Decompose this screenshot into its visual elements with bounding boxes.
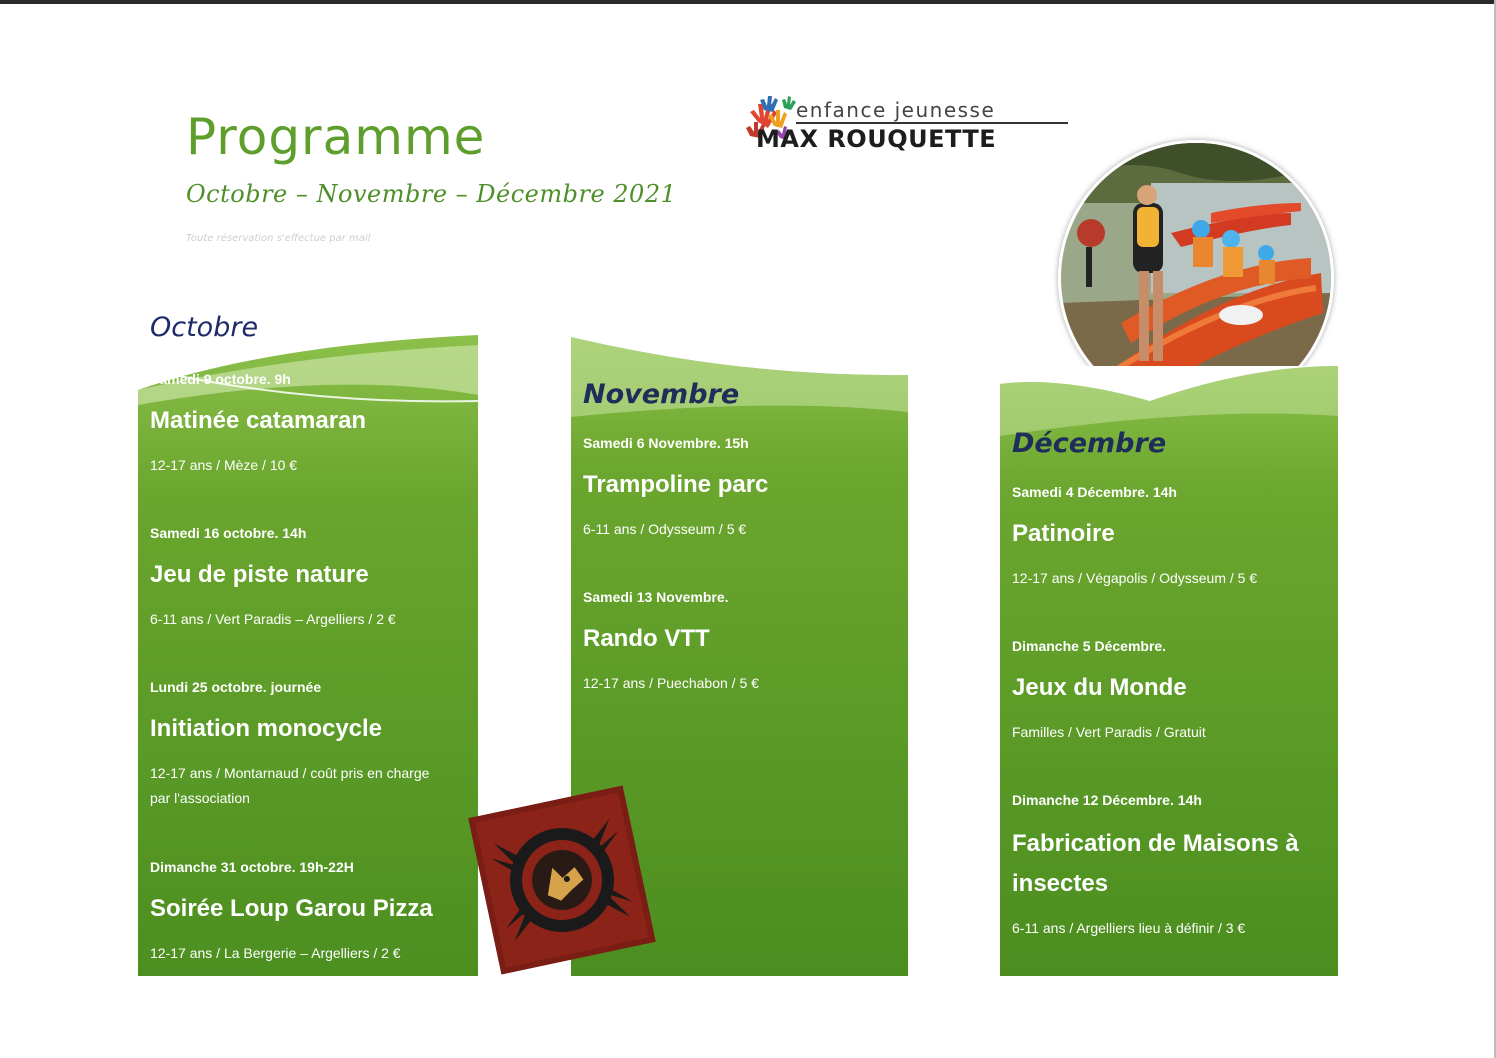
- event-info: 12-17 ans / Puechabon / 5 €: [583, 675, 759, 691]
- event-date: Samedi 9 octobre. 9h: [150, 371, 291, 387]
- logo-name: MAX ROUQUETTE: [756, 125, 997, 153]
- event-info: 12-17 ans / Mèze / 10 €: [150, 457, 298, 473]
- event-date: Dimanche 5 Décembre.: [1012, 638, 1167, 654]
- event-date: Samedi 6 Novembre. 15h: [583, 435, 749, 451]
- top-border: [0, 0, 1496, 4]
- event-title: Jeux du Monde: [1012, 674, 1187, 701]
- event-title: Fabrication de Maisons à insectes: [1012, 830, 1299, 897]
- event-title: Soirée Loup Garou Pizza: [150, 895, 433, 922]
- logo-tagline: enfance jeunesse: [796, 98, 996, 122]
- organization-logo: [744, 92, 1076, 156]
- event-info: 6-11 ans / Argelliers lieu à définir / 3 €: [1012, 920, 1246, 936]
- event-info: 12-17 ans / Montarnaud / coût pris en charge par l'association: [150, 765, 430, 806]
- event-title: Initiation monocycle: [150, 715, 383, 742]
- reservation-note: Toute réservation s'effectue par mail: [186, 233, 371, 244]
- month-panel-decembre: [1000, 366, 1338, 976]
- event-date: Samedi 16 octobre. 14h: [150, 525, 307, 541]
- event-info: 6-11 ans / Vert Paradis – Argelliers / 2 €: [150, 611, 396, 627]
- event-date: Lundi 25 octobre. journée: [150, 679, 322, 695]
- event-info: 12-17 ans / La Bergerie – Argelliers / 2 €: [150, 945, 401, 961]
- event-info: 12-17 ans / Végapolis / Odysseum / 5 €: [1012, 570, 1258, 586]
- event-date: Samedi 13 Novembre.: [583, 589, 729, 605]
- event-info: Familles / Vert Paradis / Gratuit: [1012, 724, 1206, 740]
- month-heading-novembre: Novembre: [583, 379, 740, 410]
- month-panel-octobre: [138, 335, 478, 976]
- logo-divider: [796, 122, 1068, 124]
- event-date: Dimanche 31 octobre. 19h-22H: [150, 859, 354, 875]
- event-title: Patinoire: [1012, 520, 1115, 547]
- event-title: Rando VTT: [583, 625, 710, 652]
- event-title: Trampoline parc: [583, 471, 769, 498]
- page-title: Programme: [186, 108, 486, 166]
- event-date: Dimanche 12 Décembre. 14h: [1012, 792, 1202, 808]
- event-title: Matinée catamaran: [150, 407, 367, 434]
- werewolf-game-icon: [468, 785, 656, 974]
- event-title: Jeu de piste nature: [150, 561, 369, 588]
- month-heading-octobre: Octobre: [150, 312, 259, 343]
- page-subtitle: Octobre – Novembre – Décembre 2021: [186, 180, 677, 208]
- event-info: 6-11 ans / Odysseum / 5 €: [583, 521, 747, 537]
- event-date: Samedi 4 Décembre. 14h: [1012, 484, 1177, 500]
- month-heading-decembre: Décembre: [1012, 428, 1167, 459]
